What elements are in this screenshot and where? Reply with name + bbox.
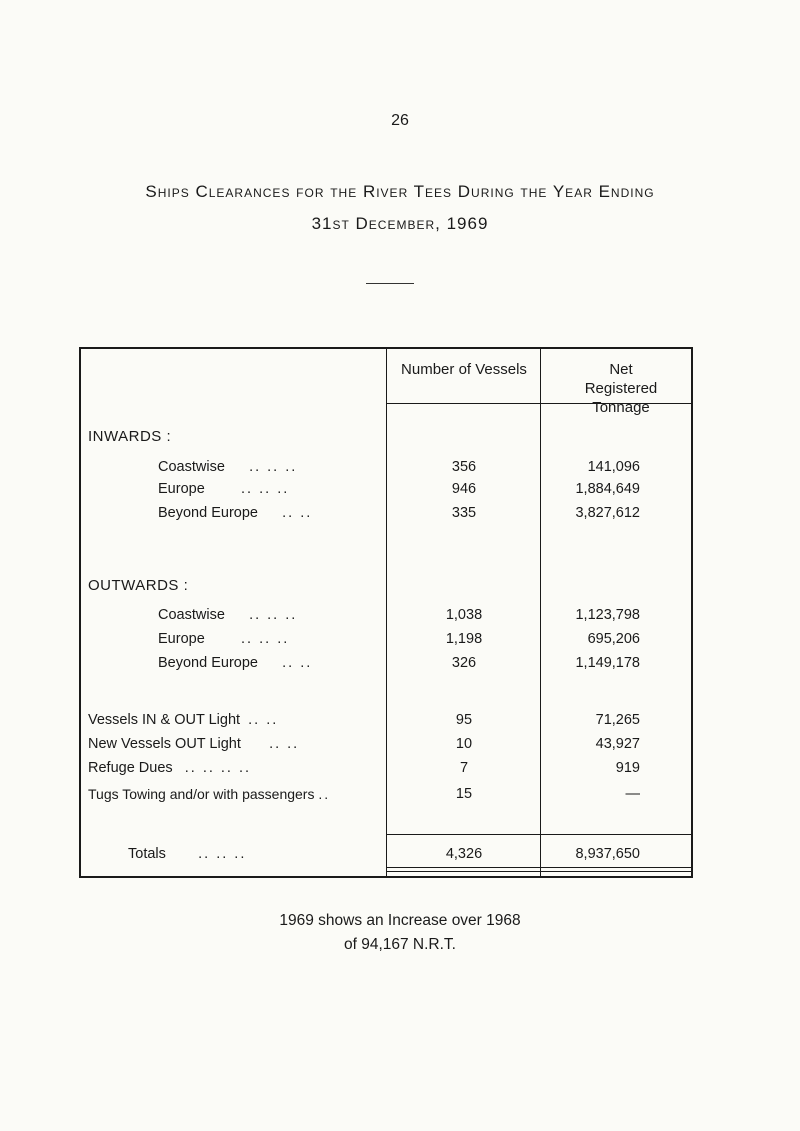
table-cell-tonnage: — xyxy=(625,786,640,802)
table-row-label: Refuge Dues .. .. .. .. xyxy=(88,760,252,776)
totals-double-underline xyxy=(386,867,693,868)
table-cell-tonnage: 1,884,649 xyxy=(575,481,640,497)
table-cell-tonnage: 71,265 xyxy=(595,712,640,728)
totals-tonnage: 8,937,650 xyxy=(575,846,640,862)
table-row-label: Vessels IN & OUT Light .. .. xyxy=(88,712,279,728)
table-row-label: Beyond Europe .. .. xyxy=(158,655,313,671)
table-row-label: Coastwise .. .. .. xyxy=(158,459,298,475)
table-cell-tonnage: 919 xyxy=(615,760,640,776)
table-cell-tonnage: 1,149,178 xyxy=(575,655,640,671)
table-cell-vessels: 95 xyxy=(455,712,473,728)
header-net-registered-tonnage: Net Registered Tonnage xyxy=(584,361,658,416)
table-cell-tonnage: 43,927 xyxy=(595,736,640,752)
column-divider-1 xyxy=(386,347,387,878)
table-row-label: Beyond Europe .. .. xyxy=(158,505,313,521)
table-cell-vessels: 1,038 xyxy=(445,607,483,623)
page-title: Ships Clearances for the River Tees During the Year Ending xyxy=(145,182,655,201)
header-number-of-vessels: Number of Vessels xyxy=(401,361,527,378)
table-cell-vessels: 10 xyxy=(455,736,473,752)
table-row-label: Europe .. .. .. xyxy=(158,481,290,497)
column-divider-2 xyxy=(540,347,541,878)
table-cell-vessels: 326 xyxy=(451,655,477,671)
inwards-heading: INWARDS : xyxy=(88,428,172,445)
page-subtitle: 31st December, 1969 xyxy=(311,214,489,233)
outwards-heading: OUTWARDS : xyxy=(88,577,189,594)
table-cell-tonnage: 3,827,612 xyxy=(575,505,640,521)
table-row-label: Europe .. .. .. xyxy=(158,631,290,647)
footer-note-line2: of 94,167 N.R.T. xyxy=(343,936,456,953)
table-cell-vessels: 946 xyxy=(451,481,477,497)
table-cell-vessels: 15 xyxy=(455,786,473,802)
table-row-label: Tugs Towing and/or with passengers .. xyxy=(88,786,331,802)
footer-note-line1: 1969 shows an Increase over 1968 xyxy=(279,912,521,929)
table-cell-tonnage: 1,123,798 xyxy=(575,607,640,623)
totals-topline xyxy=(386,834,693,835)
table-cell-vessels: 7 xyxy=(459,760,469,776)
table-cell-vessels: 1,198 xyxy=(445,631,483,647)
table-cell-vessels: 335 xyxy=(451,505,477,521)
totals-double-underline-2 xyxy=(386,871,693,872)
totals-label: Totals .. .. .. xyxy=(128,846,247,862)
page-number: 26 xyxy=(391,112,409,129)
title-divider xyxy=(366,283,414,284)
table-cell-tonnage: 695,206 xyxy=(587,631,640,647)
table-cell-tonnage: 141,096 xyxy=(587,459,640,475)
table-row-label: Coastwise .. .. .. xyxy=(158,607,298,623)
table-row-label: New Vessels OUT Light .. .. xyxy=(88,736,300,752)
table-cell-vessels: 356 xyxy=(451,459,477,475)
totals-vessels: 4,326 xyxy=(445,846,483,862)
